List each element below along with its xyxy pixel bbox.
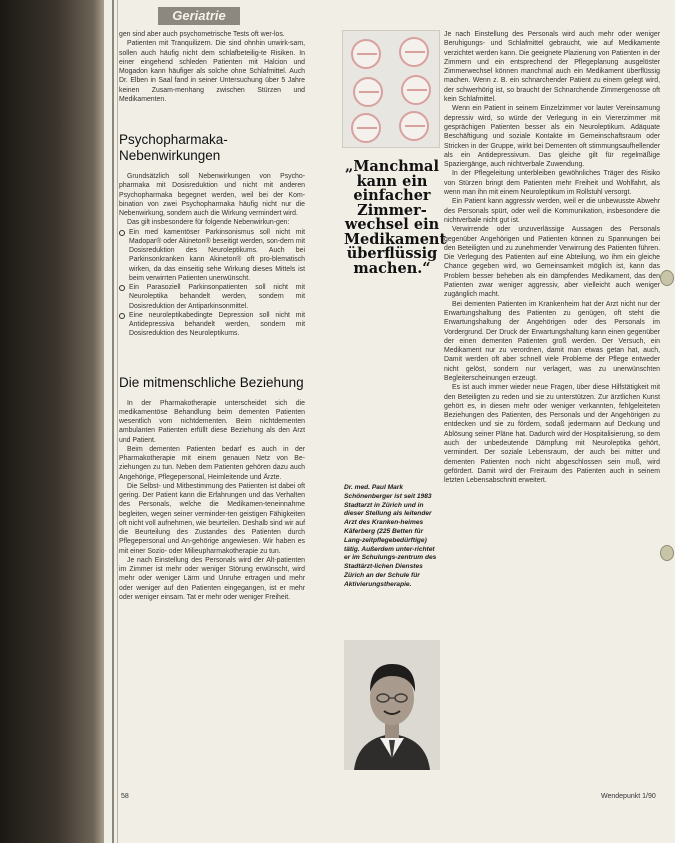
bullet-list [119, 228, 305, 339]
right-text-column [444, 30, 660, 486]
bullet-item [119, 311, 305, 339]
book-spine-shadow [0, 0, 104, 843]
section-heading-psychopharmaka: Psychopharmaka-Nebenwirkungen [119, 132, 228, 163]
bullet-text: Ein Parasoziell Parkinsonpatienten soll nicht mit Neuroleptika behandelt werden, sondern mit Dosisreduktion der Antiparkinsonmittel. [129, 284, 305, 310]
section-header-tab: Geriatrie [158, 7, 240, 25]
bullet-item [119, 228, 305, 284]
magazine-page [104, 0, 675, 843]
intro-paragraph: Patienten mit Tranquilizern. Die sind ohnhin unwirk-sam, sollen auch häufig nicht dem schlafbeteilig-te Risiken. In einer eingehend schleden Patienten mit Halcion und Mogadon kann häufiger als solche ohne Schlafmittel. Auch Dr. Elben in Saal fand in seiner Untersuchung über 5 Jahre keinen Zusam-menhang zwischen Stürzen und Medikamenten. [119, 40, 305, 103]
binder-clip-icon [660, 545, 674, 561]
bullet-circle-icon [119, 285, 125, 291]
body-paragraph: Ein Patient kann aggressiv werden, weil er die unbewusste Abwehr des Personals spürt, oder weil die Kommunikation, insbesondere die nichtverbale nicht gut ist. [444, 198, 660, 224]
binder-clip-icon [660, 270, 674, 286]
body-paragraph: Beim dementen Patienten bedarf es auch in der Pharmakotherapie mit einem genauen Netz von Be-ziehungen zu tun. Neben dem Patienten gehören dazu auch Angehörige, Pflegepersonal, Heimleitende und Ärzte. [119, 445, 305, 481]
body-paragraph: Je nach Einstellung des Personals wird auch mehr oder weniger Beruhigungs- und Schlafmittel gebraucht, wie auf Medikamente verzichtet werden kann. Die geeignete Plazierung von Patienten in der Zimmern und ein entsprechend der Pflegeplanung ausgelöster Zimmerwechsel können manchmal auch ein Medikament überflüssig machen. Wenn z. B. ein schnarchender Patient zu einem gelegt wird, der schwerhörig ist, so braucht der Schnarchende Zimmergenosse oft kein Schlafmittel. [444, 31, 660, 104]
section-heading-beziehung: Die mitmenschliche Beziehung [119, 374, 304, 390]
left-text-column [119, 30, 305, 602]
bullet-circle-icon [119, 313, 125, 319]
page-edge-rule-thin [117, 0, 118, 843]
body-paragraph: Das gilt insbesondere für folgende Nebenwirkun-gen: [127, 219, 290, 227]
bullet-text: Ein med kamentöser Parkinsonismus soll nicht mit Madopar® oder Akineton® beseitigt werden, son-dern mit Dosisreduktion des Neuroleptikums. Auch bei Parkinsonkranken kann Akineton® oft pro-blematisch wirken, da das einseitig sehe Wirkung dieses Mittels ist beim verwirrten Patienten unerwünscht. [129, 228, 305, 282]
bullet-text: Eine neuroleptikabedingte Depression soll nicht mit Antidepressiva behandelt werden, sondern mit Dosisreduktion des Neuroleptikums. [129, 311, 305, 338]
body-paragraph: Die Selbst- und Mitbestimmung des Patienten ist dabei oft gering. Der Patient kann die Erfahrungen und das Verhalten des Personals, welche die Medikamen-teneinnahme begleiten, wegen seiner verminder-ten geistigen Fähigkeiten oft nicht voll aufnehmen, wie beurteilen. Deshalb sind wir auf die Beurteilung des Zustandes des Patienten durch Pflegepersonal und An-gehörige angewiesen. Wir haben es mit einer Sozio- oder Milieupharmakotherapie zu tun. [119, 482, 305, 555]
pill-icon [399, 37, 429, 67]
body-paragraph: In der Pflegeleitung unterbleiben gewöhnliches Träger des Risiko von Stürzen bringt dem Patienten mehr Freiheit und Wohlfahrt, als wenn man ihn mit einem Neuroleptikum im Rollstuhl versorgt. [444, 170, 660, 197]
pill-icon [399, 111, 429, 141]
pill-icon [351, 113, 381, 143]
pill-blister-photo [342, 30, 440, 148]
body-paragraph: Je nach Einstellung des Personals wird der Alt-patienten im Zimmer ist mehr oder weniger Störung erwünscht, wird mehr oder weniger Lärm und Unruhe ertragen und mehr oder weniger auf den Patienten eingegangen, ist er mehr oder weniger einsam. Tat er mehr oder weniger Freiheit. [119, 556, 305, 601]
portrait-illustration [344, 640, 440, 770]
page-edge-rule [112, 0, 114, 843]
issue-footer: Wendepunkt 1/90 [601, 793, 656, 800]
body-paragraph: Bei dementen Patienten im Krankenheim hat der Arzt nicht nur der Erwartungshaltung des Patienten zu genügen, oft steht die Erwartungshaltung der Angehörigen oder des Personals im Vordergrund. Der Druck der Erwartungshaltung kann einen gegenüber der einen dementen Patienten groß werden. Der Versuch, ein Medikament nur zu verordnen, damit man etwas getan hat, auch, Damit werden oft aber schnell viele Probleme der Pflege entweder nicht gelöst, sondern nur verlagert, was zu unerwünschten Begleiterscheinungen erzeugt. [444, 300, 660, 382]
intro-paragraph: gen sind aber auch psychometrische Tests oft wer-los. [119, 31, 285, 38]
body-paragraph: Grundsätzlich soll Nebenwirkungen von Psycho-pharmaka mit Dosisreduktion und nicht mit anderen Psychopharmaka begegnet werden, weil bei der Kom-bination von zwei Psychopharmaka häufig nicht nur die Nebenwirkung, sondern auch die Wirkung vermindert wird. [119, 173, 305, 217]
author-portrait-photo [344, 640, 440, 770]
body-paragraph: Es ist auch immer wieder neue Fragen, über diese Hilfstätigkeit mit den Beteiligten zu reden und sie zu unterstützen. Zur ärztlichen Kunst gehört es, in diesen mehr oder weniger verkannten, fehlgeleiteten Beziehungen des Patienten, des Personals und der Angehörigen zu entdecken und sie zu fördern, sodaß jedermann auf Deckung und Ablösung seiner Pläne hat. Dadurch wird der Hospitalisierung, so dem auch der unbedeutende Dämpfung mit Neuroleptika gehört, vermindert. Der soziale Lebensraum, der auch bei mitter und dementen Patienten noch nicht abgeschlossen sein muß, wird gefördert. Damit wird der Freiraum des Patienten auch in seinem letzten Lebensabschnitt erweitert. [444, 384, 660, 485]
body-paragraph: In der Pharmakotherapie unterscheidet sich die medikamentöse Behandlung beim dementen Patienten wesentlich vom nichtdementen. Beim nichtdementen ambulanten Patienten erfüllt diese Beziehung als den Arzt und Patient. [119, 399, 305, 444]
bullet-item [119, 283, 305, 311]
body-paragraph: Verwirrende oder unzuverlässige Aussagen des Personals gegenüber Angehörigen und Patienten können zu Spannungen bei den Beteiligten und zu zunehmender Verwirrung des Patienten führen. Die Verlegung des Patienten auf eine Abteilung, wo ihm ein gleiche Chance gegeben wird, wo Gemeinsamkeit möglich ist, kann das Problem besser beheben als ein dämpfendes Medikament, das den Patienten zwar weniger aggressiv, aber vielleicht auch weniger zugänglich macht. [444, 226, 660, 299]
pill-icon [401, 75, 431, 105]
pill-icon [353, 77, 383, 107]
page-number: 58 [121, 793, 129, 800]
author-caption: Dr. med. Paul Mark Schönenberger ist seit 1983 Stadtarzt in Zürich und in dieser Stellung als leitender Arzt des Kranken-heimes Käferberg (225 Betten für Lang-zeitpflegebedürftige) tätig. Außerdem unter-richtet er im Schulungs-zentrum des Stadtärzt-lichen Dienstes Zürich an der Schule für Aktivierungstherapie. [344, 484, 437, 588]
pill-icon [351, 39, 381, 69]
bullet-circle-icon [119, 230, 125, 236]
pull-quote: „Manchmal kann ein einfacher Zimmer-wechsel ein Medikament überflüssig machen.“ [344, 158, 447, 277]
body-paragraph: Wenn ein Patient in seinem Einzelzimmer vor lauter Vereinsamung depressiv wird, so würde der Verlegung in ein Viererzimmer mit gesprächigen Patienten besser als ein Neuroleptikum. Adäquate Beschäftigung und soziale Kontakte im Gemeinschaftsraum oder Stricken in der Gruppe, wirkt bei Dementen oft stimmungsaufhellender als ein Antidepressivum. Das gleiche gilt für regelmäßige Spaziergänge, auch nichtverbale Zuwendung. [444, 105, 660, 169]
